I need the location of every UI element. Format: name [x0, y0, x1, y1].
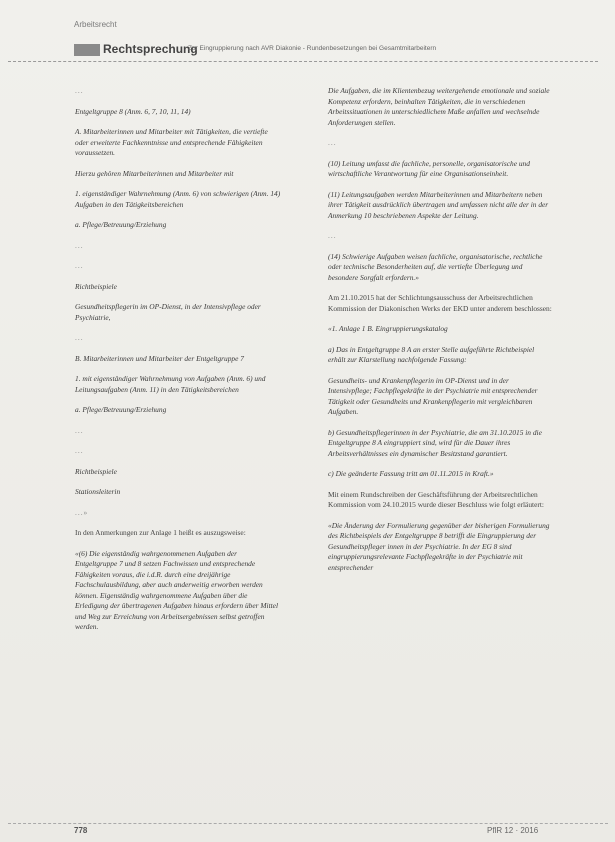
ellipsis: ... [328, 138, 337, 147]
paragraph: (10) Leitung umfasst die fachliche, personelle, organisatorische und wirtschaftliche Verantwortung für eine Organisationseinheit. [328, 158, 530, 178]
paragraph: Am 21.10.2015 hat der Schlichtungsausschuss der Arbeitsrechtlichen Kommission der Diakonischen Werks der EKD unter anderem beschlossen: [328, 293, 552, 313]
paragraph: Gesundheits- und Krankenpflegerin im OP-Dienst und in der Intensivpflege; Fachpflegekräfte in der Psychiatrie mit entsprechender Tätigkeit oder Gesundheits und Krankenpflegerin mit vergleichbaren Aufgaben. [328, 375, 538, 416]
paragraph: Stationsleiterin [75, 487, 121, 496]
paragraph: c) Die geänderte Fassung tritt am 01.11.2015 in Kraft.» [328, 469, 494, 478]
left-column [75, 86, 281, 643]
ellipsis: ... [75, 446, 84, 455]
ellipsis: ... [75, 86, 84, 95]
page-number: 778 [74, 826, 88, 835]
paragraph: 1. eigenständiger Wahrnehmung (Anm. 6) von schwierigen (Anm. 14) Aufgaben in den Tätigkeitsbereichen [75, 189, 281, 209]
paragraph: Die Aufgaben, die im Klientenbezug weitergehende emotionale und soziale Kompetenz erfordern, beinhalten Tätigkeiten, die in verschiedenen Arbeitssituationen in unterschiedlichem Maße anfallen und wechselnde Anforderungen stellen. [328, 86, 550, 127]
paragraph: (11) Leitungsaufgaben werden Mitarbeiterinnen und Mitarbeitern neben ihrer Tätigkeit ausdrücklich übertragen und umfassen nicht alle der in der Anmerkung 10 beschriebenen Aspekte der Leitung. [328, 189, 549, 220]
paragraph: 1. mit eigenständiger Wahrnehmung von Aufgaben (Anm. 6) und Leitungsaufgaben (Anm. 11) in den Tätigkeitsbereichen [75, 374, 266, 394]
page-title: Rechtsprechung [103, 42, 198, 56]
paragraph: In den Anmerkungen zur Anlage 1 heißt es auszugsweise: [75, 528, 246, 537]
paragraph: Richtbeispiele [75, 281, 117, 291]
journal-reference: PflR 12 · 2016 [487, 826, 539, 835]
paragraph: Richtbeispiele [75, 466, 117, 476]
ellipsis: ...» [75, 507, 89, 517]
ellipsis: ... [75, 261, 84, 270]
paragraph: (14) Schwierige Aufgaben weisen fachliche, organisatorische, rechtliche oder technische Besonderheiten auf, die vertiefte Überlegung und besondere Sorgfalt erfordern.» [328, 251, 543, 282]
ellipsis: ... [75, 425, 84, 435]
paragraph: a. Pflege/Betreuung/Erziehung [75, 405, 167, 414]
paragraph: a. Pflege/Betreuung/Erziehung [75, 220, 167, 229]
paragraph: «Die Änderung der Formulierung gegenüber der bisherigen Formulierung des Richtbeispiels der Entgeltgruppe 8 betrifft die Eingruppierung der Gesundheitspfleger innen in der Psychiatrie. In der EG 8 sind eingruppierungsrelevante Fachpflegekräfte in der Psychiatrie mit entsprechender [328, 520, 550, 572]
header-divider [8, 61, 598, 62]
paragraph: a) Das in Entgeltgruppe 8 A an erster Stelle aufgeführte Richtbeispiel erhält zur Klarstellung nachfolgende Fassung: [328, 344, 535, 364]
page-subtitle: Zur Eingruppierung nach AVR Diakonie - Rundenbesetzungen bei Gesamtmitarbeitern [188, 45, 437, 52]
paragraph: Entgeltgruppe 8 (Anm. 6, 7, 10, 11, 14) [75, 106, 191, 116]
ellipsis: ... [75, 333, 84, 342]
footer-divider [8, 823, 608, 824]
right-column [328, 86, 553, 583]
paragraph: Mit einem Rundschreiben der Geschäftsführung der Arbeitsrechtlichen Kommission vom 24.10.2015 wurde dieser Beschluss wie folgt erläutert: [328, 489, 544, 509]
paragraph: «1. Anlage 1 B. Eingruppierungskatalog [328, 324, 448, 333]
section-label: Arbeitsrecht [74, 20, 117, 29]
paragraph: b) Gesundheitspflegerinnen in der Psychiatrie, die am 31.10.2015 in die Entgeltgruppe 8 A eingruppiert sind, wird für die Dauer ihres Arbeitsverhältnisses ein dynamischer Besitzstand garantiert. [328, 427, 542, 458]
paragraph: Hierzu gehören Mitarbeiterinnen und Mitarbeiter mit [75, 168, 234, 178]
ellipsis: ... [328, 231, 337, 240]
paragraph: «(6) Die eigenständig wahrgenommenen Aufgaben der Entgeltgruppe 7 und 8 setzen Fachwissen und entsprechende Fähigkeiten voraus, die i.d.R. durch eine dreijährige Fachschulausbildung, aber auch anderweitig erworben werden können. Eigenständig wahrgenommene Aufgaben über die Erledigung der übertragenen Aufgaben hinaus erfordern über Mittel und Weg zur Erreichung von Arbeitsergebnissen selbst getroffen werden. [75, 548, 279, 631]
ellipsis: ... [75, 240, 84, 250]
section-marker [74, 44, 100, 56]
paragraph: A. Mitarbeiterinnen und Mitarbeiter mit Tätigkeiten, die vertiefte oder erweiterte Fachkenntnisse und entsprechende Fähigkeiten voraussetzen. [75, 127, 268, 157]
paragraph: Gesundheitspflegerin im OP-Dienst, in der Intensivpflege oder Psychiatrie, [75, 302, 261, 322]
paragraph: B. Mitarbeiterinnen und Mitarbeiter der Entgeltgruppe 7 [75, 353, 244, 363]
